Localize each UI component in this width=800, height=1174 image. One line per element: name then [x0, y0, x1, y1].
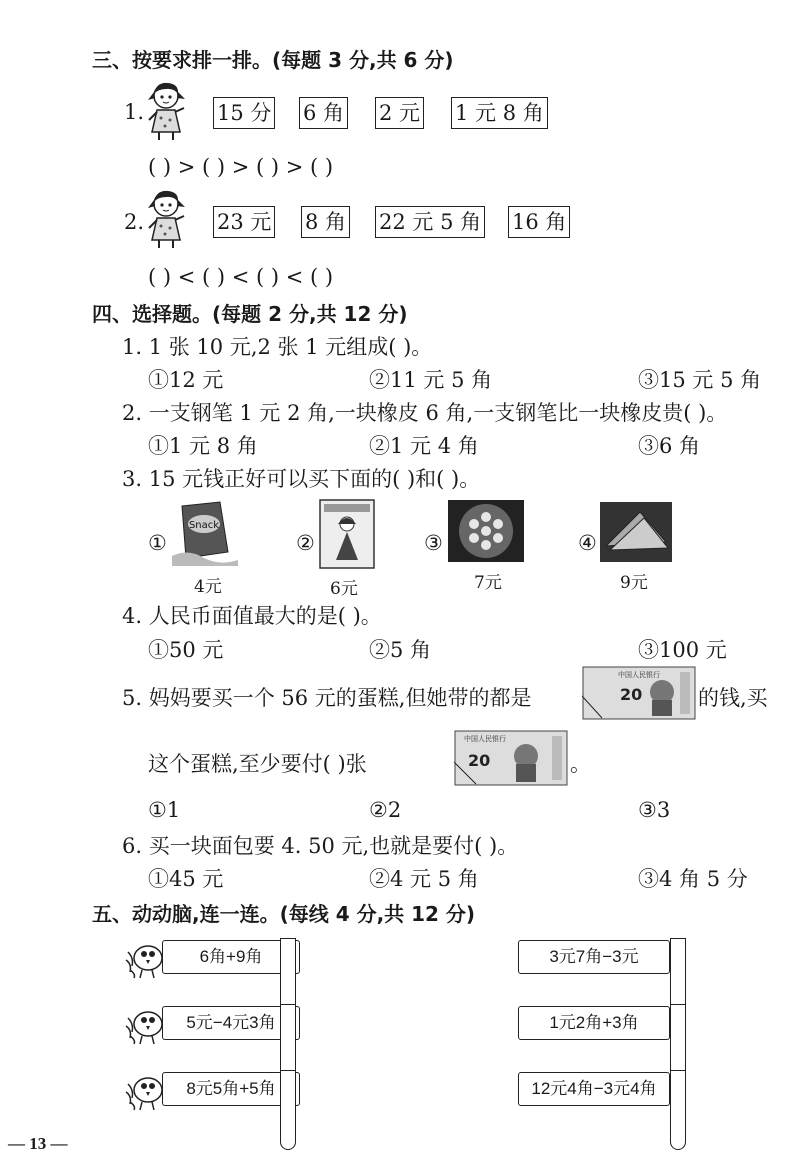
- question-4-5-text-a: 5. 妈妈要买一个 56 元的蛋糕,但她带的都是: [122, 686, 532, 710]
- question-4-3-text: 3. 15 元钱正好可以买下面的( )和( )。: [122, 467, 481, 491]
- money-card: 6 角: [299, 97, 348, 129]
- bird-icon: [124, 1006, 166, 1046]
- price-label: 9元: [620, 573, 648, 593]
- option-2[interactable]: ②11 元 5 角: [369, 368, 493, 392]
- question-4-6-text: 6. 买一块面包要 4. 50 元,也就是要付( )。: [122, 834, 519, 858]
- doll-box-icon: [318, 498, 376, 570]
- money-card: 2 元: [375, 97, 424, 129]
- order-answer-blanks[interactable]: ( ) > ( ) > ( ) > ( ): [148, 155, 334, 179]
- price-label: 6元: [330, 579, 358, 599]
- option-2[interactable]: ②5 角: [369, 638, 432, 662]
- question-4-1-text: 1. 1 张 10 元,2 张 1 元组成( )。: [122, 335, 433, 359]
- option-1[interactable]: ①12 元: [148, 368, 224, 392]
- option-1[interactable]: ①50 元: [148, 638, 224, 662]
- question-3-2-number: 2.: [124, 210, 145, 234]
- money-card: 1 元 8 角: [451, 97, 548, 129]
- bird-icon: [124, 1072, 166, 1112]
- right-expression-card[interactable]: 12元4角−3元4角: [518, 1072, 670, 1106]
- option-1[interactable]: ①1: [148, 798, 181, 822]
- section-5-title: 五、动动脑,连一连。(每线 4 分,共 12 分): [92, 902, 476, 926]
- option-3[interactable]: ③4 角 5 分: [638, 867, 748, 891]
- svg-text:中国人民银行: 中国人民银行: [618, 671, 660, 679]
- option-2[interactable]: ②1 元 4 角: [369, 434, 479, 458]
- left-expression-card[interactable]: 6角+9角: [162, 940, 300, 974]
- question-3-1-number: 1.: [124, 100, 145, 124]
- order-answer-blanks[interactable]: ( ) < ( ) < ( ) < ( ): [148, 265, 334, 289]
- pastry-tray-icon: [448, 500, 524, 562]
- money-card: 23 元: [213, 206, 275, 238]
- right-expression-card[interactable]: 1元2角+3角: [518, 1006, 670, 1040]
- snack-bag-icon: [168, 500, 240, 568]
- svg-text:中国人民银行: 中国人民银行: [464, 735, 506, 743]
- item-1-label[interactable]: ①: [148, 531, 167, 555]
- question-4-5-text-d: 。: [570, 752, 591, 776]
- money-card: 22 元 5 角: [375, 206, 485, 238]
- option-2[interactable]: ②4 元 5 角: [369, 867, 479, 891]
- question-4-5-text-c: 这个蛋糕,至少要付( )张: [148, 752, 367, 776]
- option-1[interactable]: ①45 元: [148, 867, 224, 891]
- item-2-label[interactable]: ②: [296, 531, 315, 555]
- question-4-2-text: 2. 一支钢笔 1 元 2 角,一块橡皮 6 角,一支钢笔比一块橡皮贵( )。: [122, 401, 728, 425]
- option-2[interactable]: ②2: [369, 798, 402, 822]
- bird-icon: [124, 940, 166, 980]
- twenty-yuan-note-icon: [454, 730, 568, 786]
- option-3[interactable]: ③100 元: [638, 638, 727, 662]
- scroll-end: [280, 1070, 296, 1150]
- svg-text:Snack: Snack: [188, 520, 220, 531]
- left-expression-card[interactable]: 5元−4元3角: [162, 1006, 300, 1040]
- scroll-end: [670, 1070, 686, 1150]
- option-3[interactable]: ③3: [638, 798, 671, 822]
- girl-cartoon-icon: [146, 188, 188, 250]
- twenty-yuan-note-icon: [582, 666, 696, 720]
- section-3-title: 三、按要求排一排。(每题 3 分,共 6 分): [92, 48, 454, 72]
- left-expression-card[interactable]: 8元5角+5角: [162, 1072, 300, 1106]
- money-card: 15 分: [213, 97, 275, 129]
- girl-cartoon-icon: [146, 80, 188, 142]
- right-expression-card[interactable]: 3元7角−3元: [518, 940, 670, 974]
- item-4-label[interactable]: ④: [578, 531, 597, 555]
- option-3[interactable]: ③15 元 5 角: [638, 368, 762, 392]
- section-4-title: 四、选择题。(每题 2 分,共 12 分): [92, 302, 408, 326]
- option-3[interactable]: ③6 角: [638, 434, 701, 458]
- svg-text:20: 20: [620, 685, 643, 704]
- money-card: 16 角: [508, 206, 570, 238]
- option-1[interactable]: ①1 元 8 角: [148, 434, 258, 458]
- price-label: 4元: [194, 577, 222, 597]
- money-card: 8 角: [301, 206, 350, 238]
- price-label: 7元: [474, 573, 502, 593]
- page-number: — 13 —: [8, 1134, 68, 1153]
- question-4-5-text-b: 的钱,买: [698, 686, 768, 710]
- pie-slices-icon: [600, 502, 672, 562]
- question-4-4-text: 4. 人民币面值最大的是( )。: [122, 604, 382, 628]
- svg-text:20: 20: [468, 751, 491, 770]
- item-3-label[interactable]: ③: [424, 531, 443, 555]
